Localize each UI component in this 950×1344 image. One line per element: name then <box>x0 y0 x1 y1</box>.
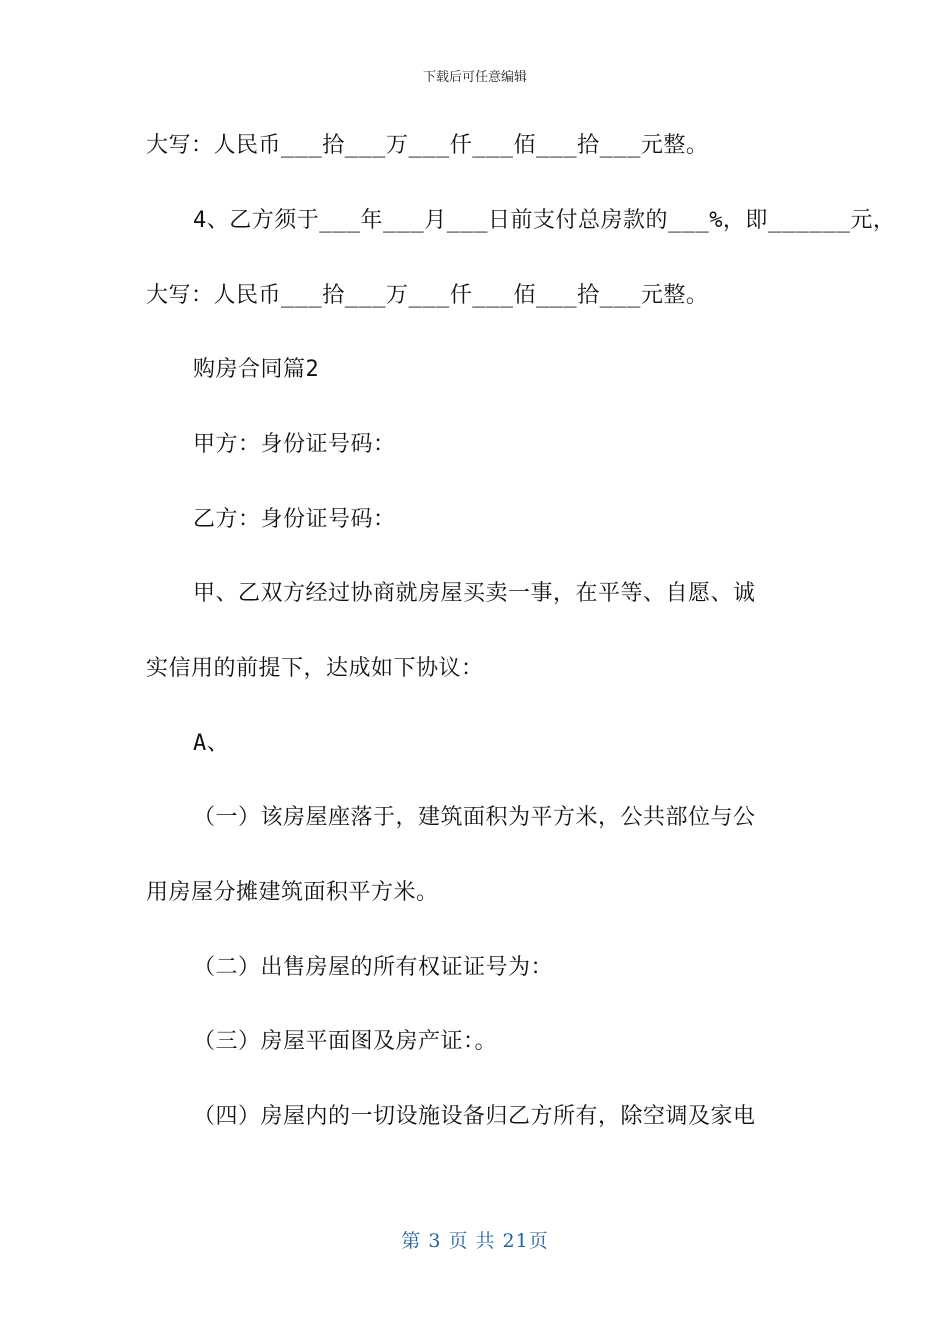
clause-2-line: （二）出售房屋的所有权证证号为： <box>193 955 554 980</box>
clause-a-heading: A、 <box>193 731 230 756</box>
body-line-2: 4、乙方须于___年___月___日前支付总房款的___%，即______元， <box>193 208 896 233</box>
clause-1-line: （一）该房屋座落于，建筑面积为平方米，公共部位与公 <box>193 805 756 830</box>
clause-1-continued: 用房屋分摊建筑面积平方米。 <box>146 880 439 905</box>
section-title: 购房合同篇2 <box>193 357 320 382</box>
body-line-7: 甲、乙双方经过协商就房屋买卖一事，在平等、自愿、诚 <box>193 581 756 606</box>
body-line-3: 大写：人民币___拾___万___仟___佰___拾___元整。 <box>146 283 709 308</box>
body-line-1: 大写：人民币___拾___万___仟___佰___拾___元整。 <box>146 133 709 158</box>
party-a-line: 甲方：身份证号码： <box>193 432 396 457</box>
party-b-line: 乙方：身份证号码： <box>193 507 396 532</box>
clause-3-line: （三）房屋平面图及房产证：。 <box>193 1029 498 1054</box>
page-header-note: 下载后可任意编辑 <box>422 70 527 85</box>
page-number-footer: 第 3 页 共 21页 <box>401 1230 549 1252</box>
body-line-8: 实信用的前提下，达成如下协议： <box>146 656 484 681</box>
clause-4-line: （四）房屋内的一切设施设备归乙方所有，除空调及家电 <box>193 1104 756 1129</box>
